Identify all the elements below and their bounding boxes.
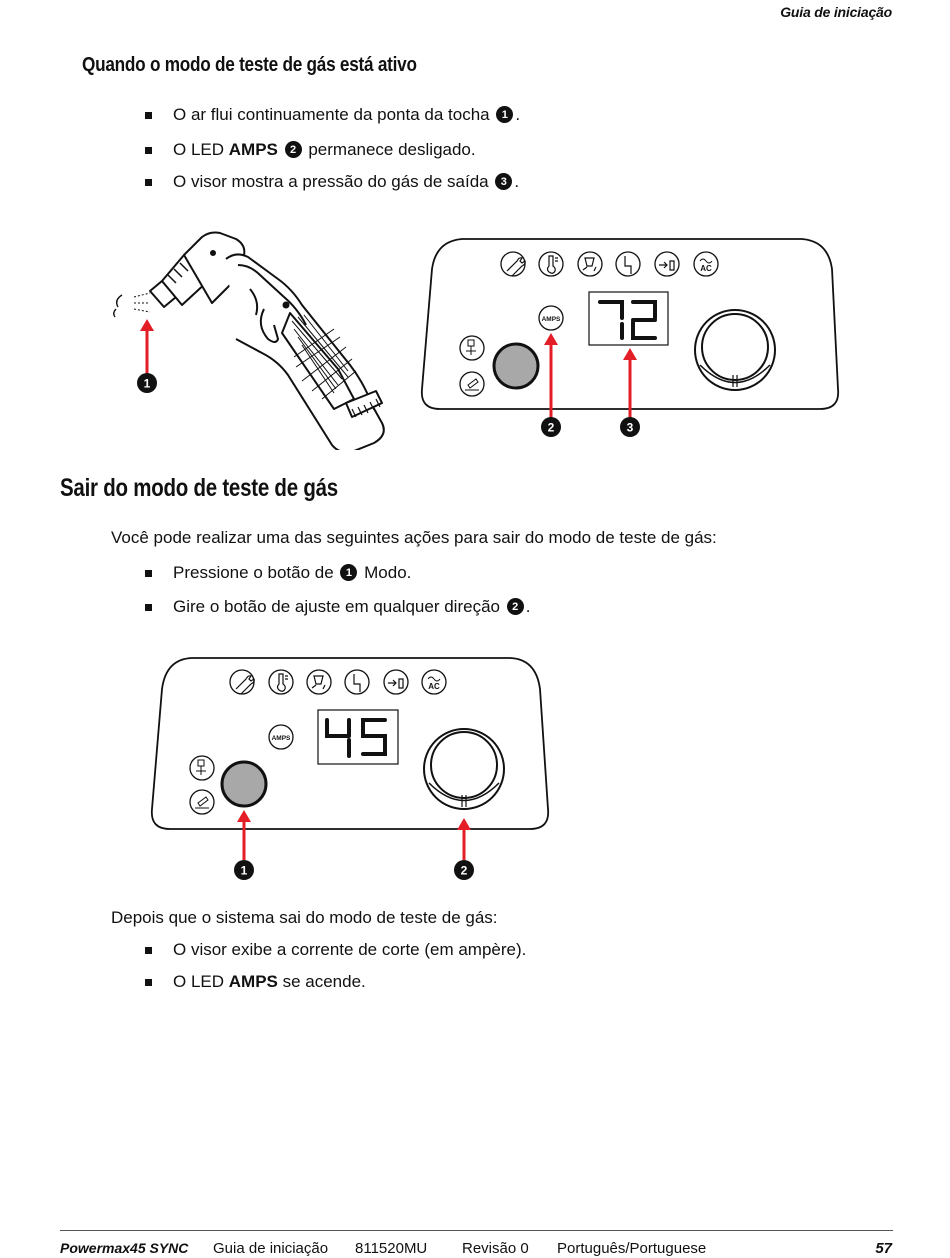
consumable-icon (384, 670, 408, 694)
consumable-icon (655, 252, 679, 276)
footer-page-number: 57 (875, 1240, 892, 1257)
figure1-callout-3: 3 (626, 420, 634, 435)
after-exit-paragraph: Depois que o sistema sai do modo de teste de gás: (111, 908, 498, 927)
gas-pressure-icon (578, 252, 602, 276)
footer-language: Português/Portuguese (557, 1240, 707, 1257)
bullet-marker (145, 604, 152, 611)
gas-pressure-icon (307, 670, 331, 694)
bullet-marker (145, 947, 152, 954)
section-heading-exit-gas-test: Sair do modo de teste de gás (60, 474, 338, 502)
figure-exit-gas-test (0, 645, 950, 890)
bullet-text: O visor exibe a corrente de corte (em ampère). (173, 940, 527, 959)
exit-intro-paragraph: Você pode realizar uma das seguintes ações para sair do modo de teste de gás: (111, 528, 717, 547)
bullet-item (145, 105, 520, 125)
plasma-torch-illustration (114, 233, 384, 451)
adjustment-knob (424, 729, 504, 809)
bullet-marker (145, 179, 152, 186)
bullet-item (145, 563, 411, 583)
bullet-item (145, 597, 530, 617)
bullet-marker (145, 112, 152, 119)
bullet-marker (145, 147, 152, 154)
section-heading-gas-test-active: Quando o modo de teste de gás está ativo (82, 54, 417, 76)
mode-button (222, 762, 266, 806)
bullet-text: O ar flui continuamente da ponta da tocha 1 . (173, 105, 521, 124)
bullet-text: O LED AMPS 2 permanece desligado. (173, 140, 476, 159)
adjustment-knob (695, 310, 775, 390)
callout-1: 1 (496, 106, 513, 123)
callout-2: 2 (507, 598, 524, 615)
figure-gas-test-active (0, 225, 950, 450)
bullet-item (145, 940, 526, 960)
figure1-callout-2: 2 (547, 420, 555, 435)
figure1-callout-1: 1 (143, 376, 151, 391)
bullet-marker (145, 979, 152, 986)
callout-3: 3 (495, 173, 512, 190)
ac-label: AC (700, 264, 712, 273)
ac-label: AC (428, 682, 440, 691)
gouge-mode-icon (460, 372, 484, 396)
control-panel (152, 658, 548, 829)
bullet-text: Gire o botão de ajuste em qualquer direção 2 . (173, 597, 531, 616)
bullet-marker (145, 570, 152, 577)
callout-2: 2 (285, 141, 302, 158)
running-header: Guia de iniciação (780, 4, 892, 20)
bullet-item (145, 172, 519, 192)
footer-product: Powermax45 SYNC (60, 1240, 189, 1256)
wrench-icon (230, 670, 254, 694)
bullet-item (145, 972, 366, 992)
figure2-callout-1: 1 (240, 863, 248, 878)
bullet-item (145, 140, 476, 160)
mode-button (494, 344, 538, 388)
bullet-text: O visor mostra a pressão do gás de saída 3 . (173, 172, 520, 191)
bullet-text: O LED AMPS se acende. (173, 972, 366, 991)
fault-icon (345, 670, 369, 694)
footer-doc-title: Guia de iniciação (213, 1240, 329, 1257)
gouge-mode-icon (190, 790, 214, 814)
footer-part-number: 811520MU (355, 1240, 428, 1257)
figure2-callout-2: 2 (460, 863, 468, 878)
amps-led-label: AMPS (271, 735, 291, 742)
callout-1: 1 (340, 564, 357, 581)
arrow-to-torch-tip (137, 319, 157, 393)
fault-icon (616, 252, 640, 276)
bullet-text: Pressione o botão de 1 Modo. (173, 563, 412, 582)
footer-revision: Revisão 0 (462, 1240, 529, 1257)
wrench-icon (501, 252, 525, 276)
amps-led-label: AMPS (541, 316, 561, 323)
footer-rule (60, 1230, 893, 1231)
